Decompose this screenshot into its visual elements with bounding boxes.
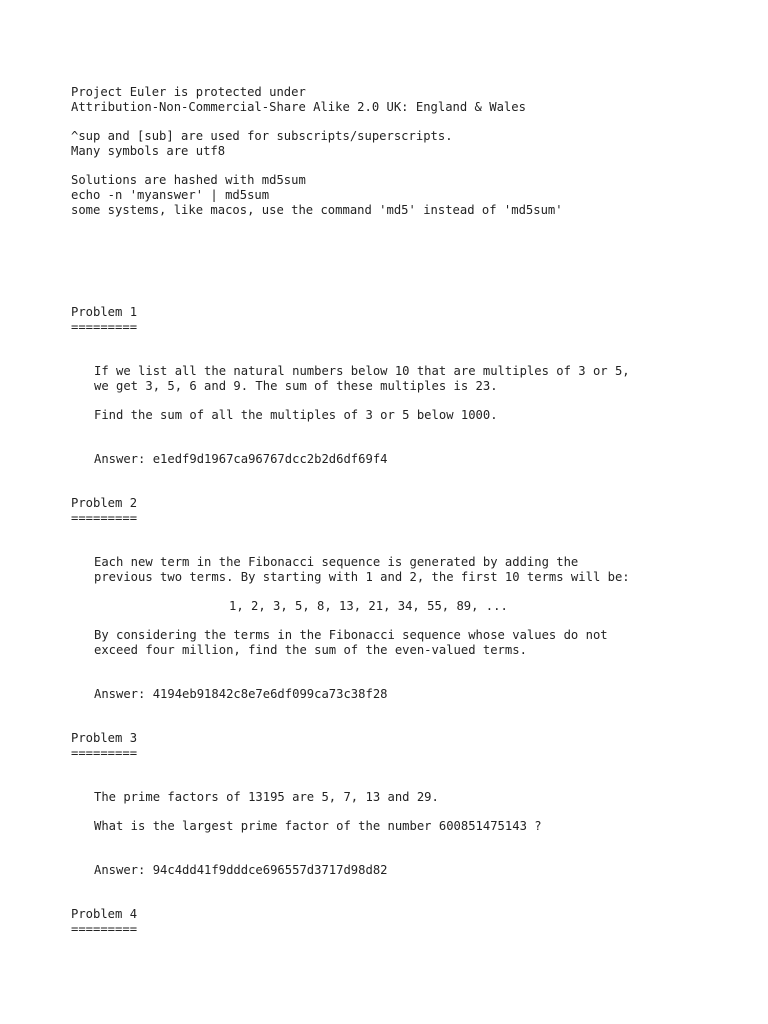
problem-3-text-1: The prime factors of 13195 are 5, 7, 13 and 29.: [94, 790, 439, 804]
document-page: [71, 85, 751, 937]
problem-2-text-2: previous two terms. By starting with 1 and 2, the first 10 terms will be:: [94, 570, 630, 584]
problem-2-question-2: exceed four million, find the sum of the even-valued terms.: [94, 643, 527, 657]
problem-1-underline: =========: [71, 320, 138, 334]
hash-line-1: Solutions are hashed with md5sum: [71, 173, 306, 187]
license-line-1: Project Euler is protected under: [71, 85, 306, 99]
problem-2-answer: Answer: 4194eb91842c8e7e6df099ca73c38f28: [94, 687, 388, 701]
notes-line-1: ^sup and [sub] are used for subscripts/superscripts.: [71, 129, 453, 143]
problem-2-sequence: 1, 2, 3, 5, 8, 13, 21, 34, 55, 89, ...: [229, 599, 508, 613]
problem-3-answer: Answer: 94c4dd41f9dddce696557d3717d98d82: [94, 863, 388, 877]
problem-2-title: Problem 2: [71, 496, 138, 510]
problem-2-text-1: Each new term in the Fibonacci sequence is generated by adding the: [94, 555, 579, 569]
problem-1-text-1: If we list all the natural numbers below 10 that are multiples of 3 or 5,: [94, 364, 630, 378]
problem-3-question: What is the largest prime factor of the number 600851475143 ?: [94, 819, 542, 833]
problem-1-answer: Answer: e1edf9d1967ca96767dcc2b2d6df69f4: [94, 452, 388, 466]
problem-3-title: Problem 3: [71, 731, 138, 745]
hash-line-2: echo -n 'myanswer' | md5sum: [71, 188, 270, 202]
problem-1-question: Find the sum of all the multiples of 3 or 5 below 1000.: [94, 408, 498, 422]
problem-4-title: Problem 4: [71, 907, 138, 921]
problem-2-question-1: By considering the terms in the Fibonacci sequence whose values do not: [94, 628, 608, 642]
problem-3-underline: =========: [71, 746, 138, 760]
notes-line-2: Many symbols are utf8: [71, 144, 226, 158]
problem-1-title: Problem 1: [71, 305, 138, 319]
license-line-2: Attribution-Non-Commercial-Share Alike 2.0 UK: England & Wales: [71, 100, 526, 114]
problem-1-text-2: we get 3, 5, 6 and 9. The sum of these multiples is 23.: [94, 379, 498, 393]
hash-line-3: some systems, like macos, use the command 'md5' instead of 'md5sum': [71, 203, 563, 217]
problem-4-underline: =========: [71, 922, 138, 936]
problem-2-underline: =========: [71, 511, 138, 525]
